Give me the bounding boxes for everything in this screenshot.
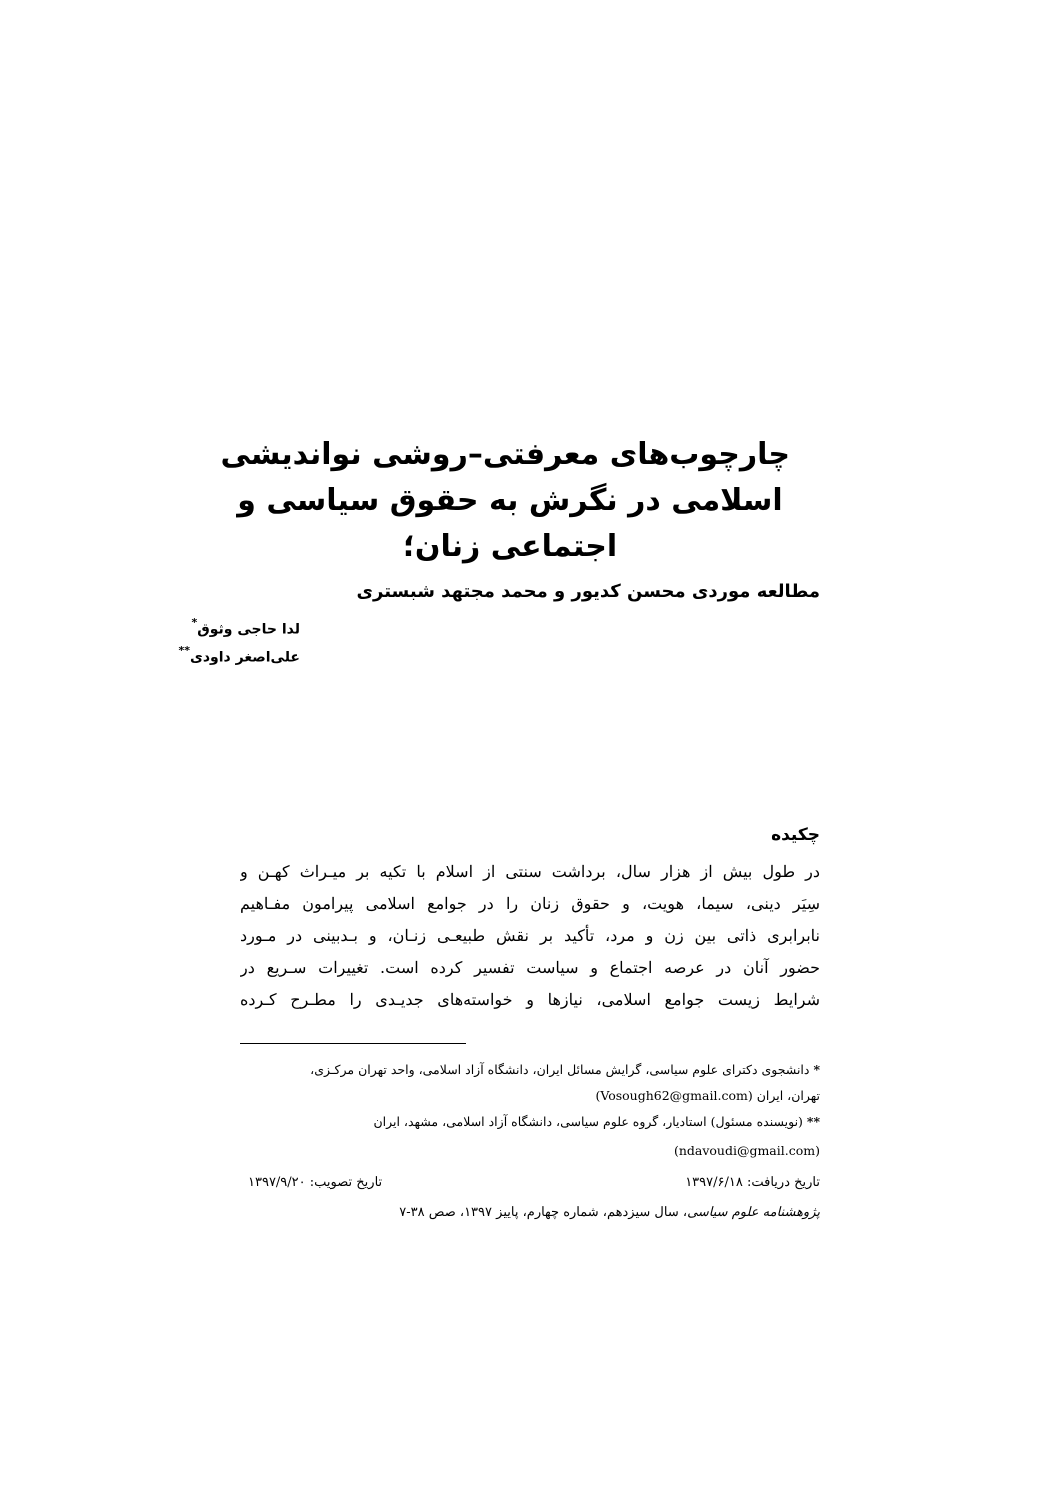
abstract-body <box>240 856 820 1016</box>
article-subtitle: مطالعه موردی محسن کدیور و محمد مجتهد شبستری <box>356 581 820 602</box>
title-line-3: اجتماعی زنان؛ <box>402 529 618 564</box>
date-received <box>685 1170 820 1196</box>
author-1 <box>150 614 300 641</box>
abstract-line-5: شرایط زیست جوامع اسلامی، نیازها و خواسته‌های جدیـدی را مطـرح کـرده <box>240 990 820 1009</box>
date-received-value: ۱۳۹۷/۶/۱۸ <box>685 1175 743 1190</box>
footnote-2-line-2 <box>240 1138 820 1164</box>
date-approved-value: ۱۳۹۷/۹/۲۰ <box>248 1175 306 1190</box>
footnote-2-affiliation: (نویسنده مسئول) استادیار، گروه علوم سیاسی، دانشگاه آزاد اسلامی، مشهد، ایران <box>373 1114 803 1129</box>
abstract-line-3: نابرابری ذاتی بین زن و مرد، تأکید بر نقش طبیعـی زنـان، و بـدبینی در مـورد <box>240 926 820 945</box>
footnote-1-city: تهران، ایران <box>756 1088 820 1103</box>
date-approved <box>248 1170 382 1196</box>
footnote-2-line-1 <box>240 1109 820 1135</box>
date-received-label: تاریخ دریافت: <box>746 1175 820 1190</box>
article-title <box>220 432 790 570</box>
abstract-heading: چکیده <box>771 825 820 845</box>
article-dates <box>240 1170 820 1196</box>
author-2-name: علی‌اصغر داودی <box>190 649 300 666</box>
abstract-line-2: سِیَر دینی، سیما، هویت، و حقوق زنان را در جوامع اسلامی پیرامون مفـاهیم <box>240 894 820 913</box>
footnote-2-mark: ** <box>806 1114 820 1129</box>
footnote-2-email[interactable]: (ndavoudi@gmail.com) <box>673 1143 820 1158</box>
title-line-1: چارچوب‌های معرفتی–روشی نواندیشی <box>220 437 790 472</box>
abstract-line-1: در طول بیش از هزار سال، برداشت سنتی از اسلام با تکیه بر میـراث کهـن و <box>240 862 820 881</box>
journal-name: پژوهشنامه علوم سیاسی <box>687 1205 820 1220</box>
footnote-1-mark: * <box>813 1062 820 1077</box>
date-approved-label: تاریخ تصویب: <box>309 1175 383 1190</box>
author-1-mark: * <box>191 616 198 629</box>
footnote-divider <box>240 1043 466 1044</box>
author-2-mark: ** <box>178 644 191 657</box>
footnote-1-line-2 <box>240 1083 820 1109</box>
footnote-1-email[interactable]: (Vosough62@gmail.com) <box>595 1088 753 1103</box>
journal-citation <box>240 1200 820 1226</box>
journal-details: ، سال سیزدهم، شماره چهارم، پاییز ۱۳۹۷، صص ۳۸-۷ <box>399 1205 688 1220</box>
footnote-1-affiliation: دانشجوی دکترای علوم سیاسی، گرایش مسائل ایران، دانشگاه آزاد اسلامی، واحد تهران مرکـزی، <box>310 1062 810 1077</box>
title-line-2: اسلامی در نگرش به حقوق سیاسی و <box>237 483 783 518</box>
abstract-line-4: حضور آنان در عرصه اجتماع و سیاست تفسیر کرده است. تغییرات سـریع در <box>240 958 820 977</box>
footnote-1-line-1 <box>240 1057 820 1083</box>
author-1-name: لدا حاجی وثوق <box>197 621 300 638</box>
author-2 <box>150 642 300 669</box>
